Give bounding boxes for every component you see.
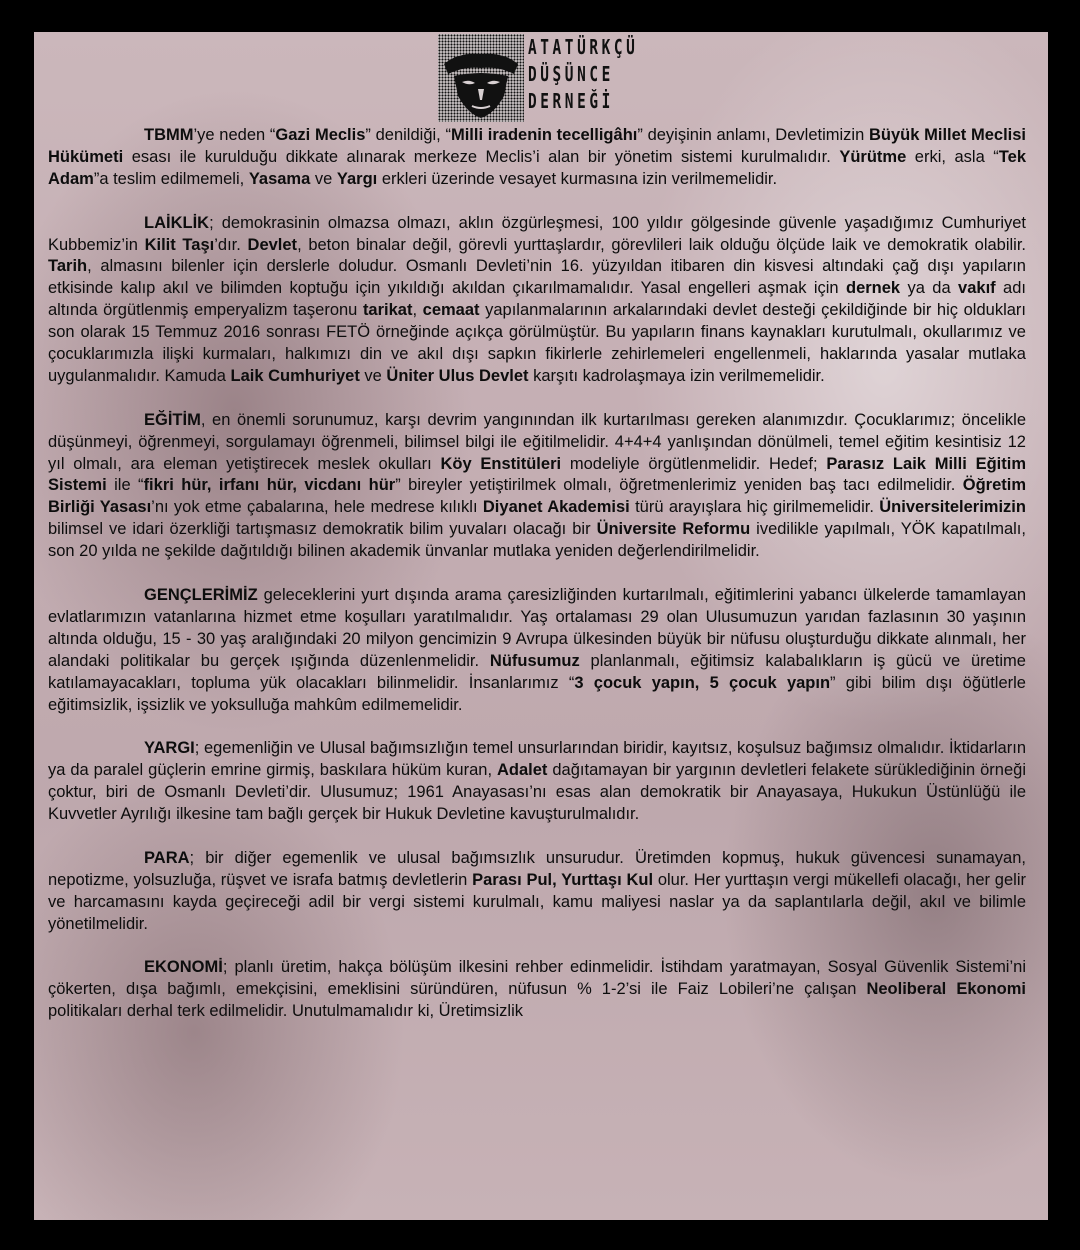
bold-term: Yargı	[336, 169, 378, 188]
text-run: erkleri üzerinde vesayet kurmasına izin verilmemelidir.	[377, 169, 778, 188]
bold-term: EKONOMİ	[144, 958, 223, 977]
paragraph-para	[48, 848, 1026, 936]
text-run: planlanmalı, eğitimsiz kalabalıkların iş gücü ve üretime katılamayacakları, topluma yük olacakları bilinmelidir. İnsanlarımız “	[48, 651, 1026, 692]
text-run: ” bireyler yetiştirilmek olmalı, öğretmenlerimiz yeniden baş tacı edilmelidir.	[395, 476, 963, 495]
text-run: erki, asla “	[906, 147, 999, 166]
bold-term: Nüfusumuz	[489, 651, 580, 670]
logo-line-2: DÜŞÜNCE	[528, 62, 614, 86]
logo-wordmark	[528, 34, 681, 115]
text-run: ’ye neden “	[193, 126, 276, 144]
paragraph-laiklik	[48, 213, 1026, 388]
bold-term: Adalet	[496, 761, 548, 780]
text-run: , beton binalar değil, görevli yurttaşlardır, görevlileri laik olduğu ölçüde laik ve demokratik olabilir.	[297, 235, 1027, 254]
bold-term: cemaat	[422, 301, 480, 320]
bold-term: Büyük Millet Meclisi Hükümeti	[48, 126, 1027, 166]
bold-term: Üniversitelerimizin	[879, 498, 1026, 517]
text-run: ile “	[106, 476, 144, 495]
text-run: esası ile kurulduğu dikkate alınarak merkeze Meclis’i alan bir yönetim sistemi kurulmalıdır.	[123, 147, 840, 166]
bold-term: Köy Enstitüleri	[440, 454, 562, 473]
text-run: ve	[310, 169, 337, 188]
text-run: ” gibi bilim dışı öğütlerle eğitimsizlik, işsizlik ve yoksulluğa mahkûm edilmemelidir.	[48, 673, 1026, 714]
bold-term: Üniter Ulus Devlet	[386, 366, 529, 385]
manifesto-text	[48, 125, 1026, 1023]
text-run: ; bir diğer egemenlik ve ulusal bağımsızlık unsurudur. Üretimden kopmuş, hukuk güvencesi sunamayan, nepotizme, yolsuzluğa, rüşvet ve israfa batmış devletlerin	[48, 848, 1026, 889]
bold-term: EĞİTİM	[144, 410, 201, 429]
bold-term: Öğretim Birliği Yasası	[48, 476, 1026, 517]
text-run: politikaları derhal terk edilmelidir. Unutulmamalıdır ki, Üretimsizlik	[48, 1002, 523, 1021]
text-run: ; planlı üretim, hakça bölüşüm ilkesini rehber edinmelidir. İstihdam yaratmayan, Sosyal Güvenlik Sistemi’ni çökerten, dışa bağımlı, emekçisini, emeklisini süründüren, nüfusun % 1-2’si ile Faiz Lobileri’ne çalışan	[48, 958, 1026, 999]
bold-term: Yürütme	[839, 147, 907, 166]
text-run: ’dır.	[214, 235, 248, 254]
bold-term: vakıf	[958, 279, 996, 298]
text-run: yapılanmalarının arkalarındaki devlet desteği çekildiğinde bir hiç oldukları son olarak 15 Temmuz 2016 sonrası FETÖ örneğinde açıkça görülmüştür. Bu yapıların finans kaynakları kurutulmalı, okullarımız ve çocuklarımızla ilişki kurmaları, halkımızı din ve akıl dışı sapkın fikirlerle zehirlemeleri engellenmeli, haklarında yasalar mutlaka uygulanmalıdır. Kamuda	[48, 301, 1026, 385]
bold-term: fikri hür, irfanı hür, vicdanı hür	[143, 476, 396, 495]
paragraph-genclerimiz	[48, 585, 1026, 716]
bold-term: Parası Pul, Yurttaşı Kul	[472, 870, 654, 889]
text-run: ” deyişinin anlamı, Devletimizin	[637, 126, 869, 144]
text-run: ivedilikle yapılmalı, YÖK kapatılmalı, son 20 yılda ne şekilde dağıtıldığı bilinen akademik ünvanlar mutlaka yeniden değerlendirilmelidir.	[48, 520, 1026, 561]
text-run: , en önemli sorunumuz, karşı devrim yangınından ilk kurtarılması gereken alanımızdır. Çocuklarımız; öncelikle düşünmeyi, öğrenmeyi, sorgulamayı öğrenmeli, bilimsel bilgi ile eğitilmelidir. 4+4+4 yanlışından dönülmeli, temel eğitim kesintisiz 12 yıl olmalı, ara eleman yetiştirecek meslek okulları	[48, 410, 1026, 473]
bold-term: Tek Adam	[48, 147, 1027, 188]
text-run: türü arayışlara hiç girilmemelidir.	[629, 498, 880, 517]
bold-term: Gazi Meclis	[275, 126, 366, 144]
bold-term: Yasama	[248, 169, 311, 188]
text-run: geleceklerini yurt dışında arama çaresizliğinden kurtarılmalı, eğitimlerini yabancı ülkelerde tamamlayan evlatlarımızın vatanlarına hizmet etme koşulları yaratılmalıdır. Yaş ortalaması 29 olan Ulusumuzun yarıdan fazlasının 30 yaşının altında olduğu, 15 - 30 yaş aralığındaki 20 milyon gencimizin 9 Avrupa ülkesinden büyük bir nüfusu oluşturduğu dikkate alınmalı, her alandaki politikalar bu gerçek ışığında düzenlenmelidir.	[48, 585, 1026, 670]
paragraph-yargi	[48, 738, 1026, 826]
bold-term: YARGI	[144, 739, 195, 758]
paragraph-ekonomi	[48, 957, 1026, 1023]
bold-term: Parasız Laik Milli Eğitim Sistemi	[48, 454, 1026, 495]
bold-term: Devlet	[247, 235, 298, 254]
bold-term: Kilit Taşı	[144, 235, 215, 254]
bold-term: Üniversite Reformu	[596, 520, 751, 539]
logo-line-1: ATATÜRKÇÜ	[528, 35, 639, 59]
ataturk-portrait-emblem-icon	[438, 34, 524, 122]
bold-term: Milli iradenin tecelligâhı	[450, 126, 638, 144]
paragraph-tbmm	[48, 125, 1026, 191]
text-run: karşıtı kadrolaşmaya izin verilmemelidir.	[528, 366, 825, 385]
text-run: , almasını bilenler için derslerle doludur. Osmanlı Devleti’nin 16. yüzyıldan itibaren din kisvesi altındaki çağ dışı yapıların etkisinde kalıp akıl ve bilimden koptuğu için yıkıldığı akıldan çıkarılmamalıdır. Yasal engelleri aşmak için	[48, 257, 1026, 298]
bold-term: tarikat	[362, 301, 413, 320]
association-logo	[438, 34, 681, 128]
logo-line-3: DERNEĞİ	[528, 89, 614, 113]
text-run: modeliyle örgütlenmelidir. Hedef;	[561, 454, 827, 473]
bold-term: PARA	[144, 848, 190, 867]
text-run: adı altında örgütlenmiş emperyalizm taşeronu	[48, 279, 1026, 320]
bold-term: Diyanet Akademisi	[482, 498, 630, 517]
bold-term: GENÇLERİMİZ	[144, 585, 258, 604]
text-run: ve	[359, 366, 387, 385]
bold-term: 3 çocuk yapın, 5 çocuk yapın	[574, 673, 831, 692]
text-run: ya da	[900, 279, 959, 298]
text-run: ” denildiği, “	[365, 126, 451, 144]
paragraph-egitim	[48, 410, 1026, 563]
text-run: dağıtamayan bir yargının devletleri felakete sürüklediğinin örneği çoktur, biri de Osmanlı Devleti’dir. Ulusumuz; 1961 Anayasası’nı esas alan demokratik bir Anayasaya, Hukukun Üstünlüğü ile Kuvvetler Ayrılığı ilkesine tam bağlı gerçek bir Hukuk Devletine kavuşturulmalıdır.	[48, 761, 1026, 824]
bold-term: LAİKLİK	[144, 213, 210, 232]
text-run: ; demokrasinin olmazsa olmazı, aklın özgürleşmesi, 100 yıldır gölgesinde güvenle yaşadığımız Cumhuriyet Kubbemiz’in	[48, 213, 1026, 254]
text-run: olur. Her yurttaşın vergi mükellefi olacağı, her gelir ve harcamasını kayda geçireceği adil bir vergi sistemi kurulmalı, kamu maliyesi naslar ya da saplantılarla değil, akıl ve bilimle yönetilmelidir.	[48, 870, 1026, 933]
text-run: ’nı yok etme çabalarına, hele medrese kılıklı	[151, 498, 483, 517]
text-run: ”a teslim edilmemeli,	[93, 169, 249, 188]
text-run: bilimsel ve idari özerkliği tartışmasız demokratik bilim yuvaları olacağı bir	[48, 520, 597, 539]
document-sheet	[34, 32, 1048, 1220]
bold-term: Tarih	[48, 257, 88, 276]
text-run: ,	[412, 301, 423, 320]
bold-term: Laik Cumhuriyet	[230, 366, 360, 385]
bold-term: dernek	[845, 279, 901, 298]
bold-term: TBMM	[144, 126, 194, 144]
bold-term: Neoliberal Ekonomi	[866, 980, 1026, 999]
text-run: ; egemenliğin ve Ulusal bağımsızlığın temel unsurlarından biridir, kayıtsız, koşulsuz bağımsız olmalıdır. İktidarların ya da paralel güçlerin emrine girmiş, baskılara hüküm kuran,	[48, 739, 1026, 780]
